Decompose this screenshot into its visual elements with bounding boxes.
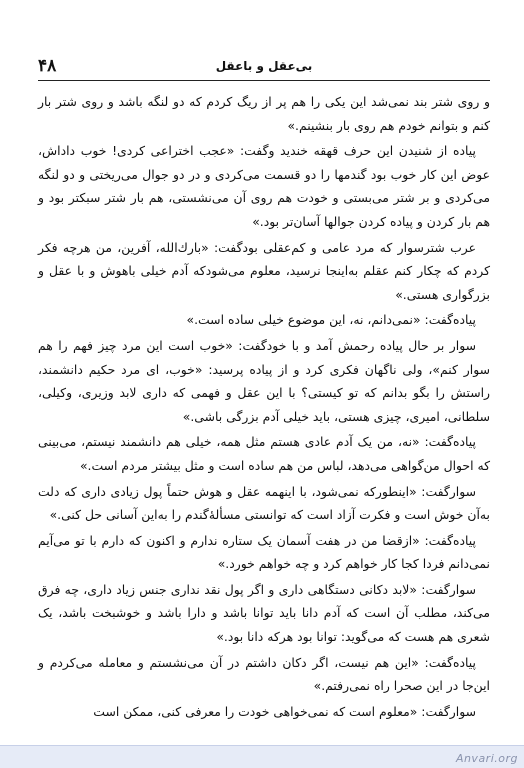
page-header bbox=[38, 56, 490, 80]
paragraph: پیاده‌گفت: «نه، من یک آدم عادی هستم مثل همه، خیلی هم دانشمند نیستم، می‌بینی که احوال من‌گواهی می‌دهد، لباس من هم ساده است و مثل بیشتر مردم است.» bbox=[38, 434, 490, 473]
paragraph: سوارگفت: «لابد دکانی دستگاهی داری و اگر پول نقد نداری جنس زیاد داری، چه فرق می‌کند، مطلب آن است که آدم دانا باید توانا باشد و دارا باشد و خوشبخت باشد، یک شعری هم هست که می‌گوید: توانا بود هرکه دانا بود.» bbox=[38, 581, 490, 645]
header-rule bbox=[38, 80, 490, 81]
paragraph: سوار بر حال پیاده رحمش آمد و با خودگفت: «خوب است این مرد چیز فهم را هم سوار کنم»، ولی ناگهان فکری کرد و از پیاده پرسید: «خوب، ای مرد حکیم دانشمند، راستش را بگو بدانم که تو کیستی؟ با این عقل و فهمی که داری لابد وزیری، وکیلی، سلطانی، امیری، چیزی هستی، باید خیلی آدم بزرگی باشی.» bbox=[38, 337, 490, 424]
page-number: ۴۸ bbox=[38, 56, 57, 76]
paragraph: پیاده‌گفت: «نمی‌دانم، نه، این موضوع خیلی ساده است.» bbox=[186, 312, 476, 328]
paragraph: پیاده‌گفت: «این هم نیست، اگر دکان داشتم در آن می‌نشستم و معامله می‌کردم و این‌جا در این صحرا راه نمی‌رفتم.» bbox=[38, 654, 490, 694]
paragraph: و روی شتر بند نمی‌شد این یکی را هم پر از ریگ کردم که دو لنگه باشد و روی شتر بار کنم و بتوانم خودم هم روی بار بنشینم.» bbox=[38, 94, 490, 133]
footer-bar bbox=[0, 745, 524, 768]
body-text bbox=[38, 90, 490, 723]
running-title: بی‌عقل و باعقل bbox=[215, 59, 313, 73]
paragraph: پیاده از شنیدن این حرف قهقه خندید وگفت: «عجب اختراعی کردی! خوب داداش، عوض این کار خوب بود گندمها را دو قسمت می‌کردی و در دو جوال می‌ریختی و دو لنگه می‌کردی و بر شتر می‌بستی و خودت هم روی آن می‌نشستی، هم بار شتر سبکتر بود و هم بار کردن و پیاده کردن جوالها آسان‌تر بود.» bbox=[38, 143, 490, 229]
site-watermark: Anvari.org bbox=[455, 752, 518, 765]
paragraph: عرب شترسوار که مرد عامی و کم‌عقلی بودگفت: «بارك‌الله، آفرین، من هرچه فکر کردم که چکار کنم عقلم به‌اینجا نرسید، معلوم می‌شودکه آدم خیلی باهوش و با عقل و بزرگواری هستی.» bbox=[38, 239, 490, 302]
paragraph: سوارگفت: «اینطورکه نمی‌شود، با اینهمه عقل و هوش حتماً پول زیادی داری که دلت به‌آن خوش است و فکرت آزاد است که توانستی مسألهٔ‌گندم را به‌این آسانی حل کنی.» bbox=[38, 483, 490, 523]
paragraph: پیاده‌گفت: «ازقضا من در هفت آسمان یک ستاره ندارم و اکنون که دارم با تو می‌آیم نمی‌دانم فردا کجا کار خواهم کرد و چه خواهم خورد.» bbox=[38, 532, 490, 572]
paragraph: سوارگفت: «معلوم است که نمی‌خواهی خودت را معرفی کنی، ممکن است bbox=[93, 703, 476, 719]
